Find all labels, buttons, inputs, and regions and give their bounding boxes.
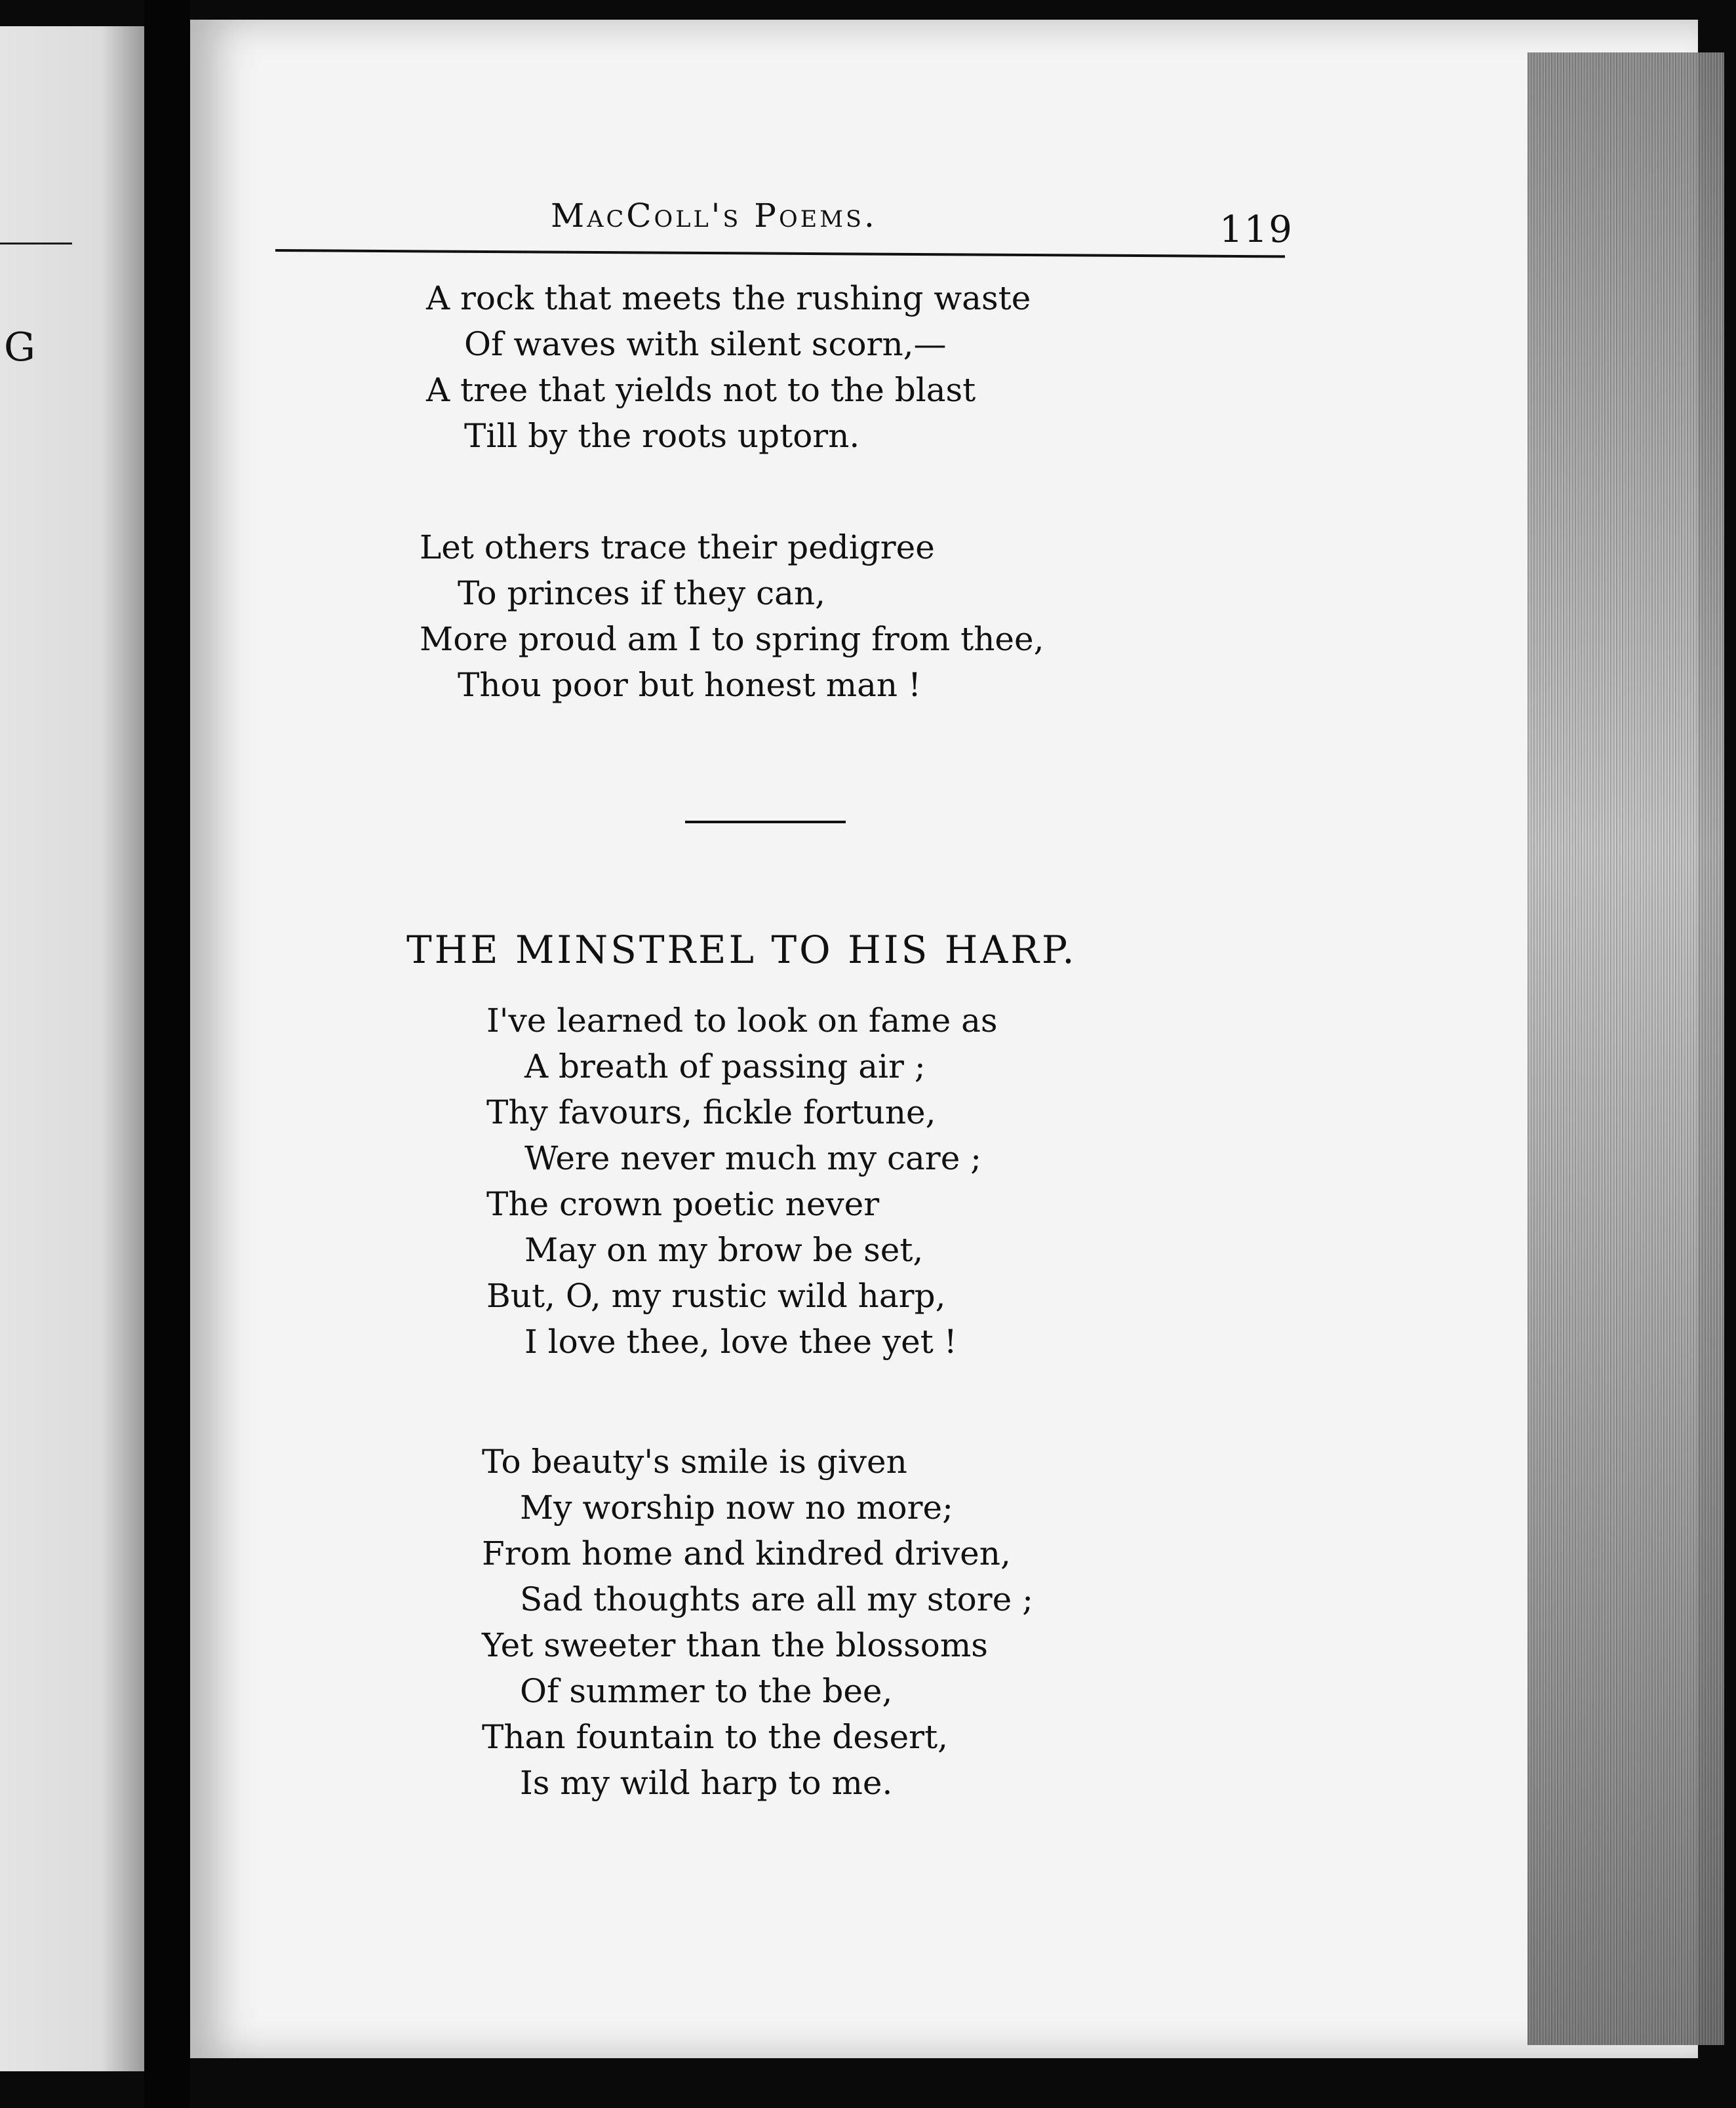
verse-line: Of summer to the bee,	[520, 1672, 893, 1710]
verse-line: A breath of passing air ;	[524, 1047, 926, 1085]
verse-line: To beauty's smile is given	[482, 1443, 907, 1481]
verse-line: May on my brow be set,	[524, 1231, 924, 1269]
verse-line: Is my wild harp to me.	[520, 1764, 893, 1802]
stanza	[420, 524, 1044, 708]
verse-line: Thou poor but honest man !	[458, 666, 922, 704]
left-page-letter: G	[4, 324, 35, 370]
left-page-edge	[0, 26, 144, 2071]
running-head: MacColl's Poems.	[551, 197, 877, 235]
book-gutter	[144, 0, 190, 2108]
page-fore-edge-shade	[1528, 52, 1724, 2045]
stanza	[486, 998, 998, 1365]
section-divider	[685, 821, 846, 823]
verse-line: More proud am I to spring from thee,	[420, 620, 1044, 658]
verse-line: The crown poetic never	[486, 1185, 880, 1223]
poem-title: THE MINSTREL TO HIS HARP.	[406, 927, 1077, 972]
verse-line: A tree that yields not to the blast	[426, 371, 976, 409]
verse-line: Let others trace their pedigree	[420, 528, 935, 566]
verse-line: From home and kindred driven,	[482, 1534, 1011, 1572]
verse-line: But, O, my rustic wild harp,	[486, 1277, 946, 1315]
verse-line: Sad thoughts are all my store ;	[520, 1580, 1033, 1618]
verse-line: To princes if they can,	[458, 574, 826, 612]
verse-line: Of waves with silent scorn,—	[464, 325, 947, 363]
verse-line: Yet sweeter than the blossoms	[482, 1626, 988, 1664]
verse-line: A rock that meets the rushing waste	[426, 279, 1031, 317]
verse-line: I've learned to look on fame as	[486, 1002, 998, 1040]
verse-line: Were never much my care ;	[524, 1139, 982, 1177]
verse-line: My worship now no more;	[520, 1489, 953, 1527]
left-page-rule	[0, 243, 72, 244]
verse-line: Than fountain to the desert,	[482, 1718, 949, 1756]
page-number: 119	[1219, 208, 1293, 251]
stanza	[482, 1439, 1033, 1806]
verse-line: Till by the roots uptorn.	[464, 417, 860, 455]
stanza	[426, 275, 1031, 459]
verse-line: I love thee, love thee yet !	[524, 1323, 957, 1361]
verse-line: Thy favours, fickle fortune,	[486, 1093, 936, 1131]
